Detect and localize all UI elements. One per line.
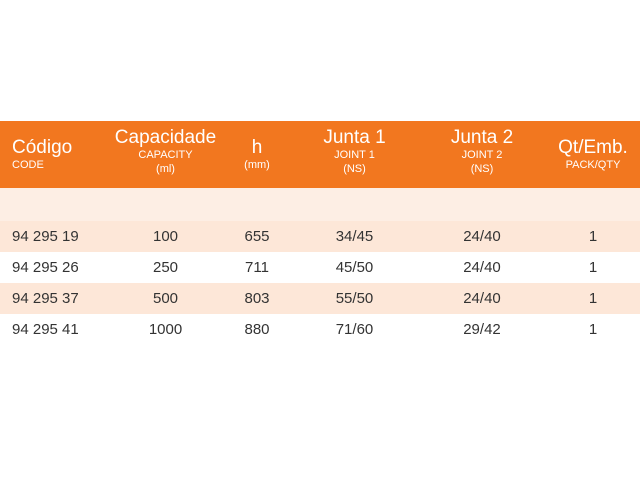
cell-qty: 1 [588,259,598,276]
cell-qty: 1 [588,321,598,338]
cell-height: 655 [244,228,270,245]
table-row [0,221,640,252]
cell-height: 880 [244,321,270,338]
table-row [0,314,640,345]
cell-code: 94 295 19 [12,228,79,245]
cell-code: 94 295 37 [12,290,79,307]
header-pack-label: Qt/Emb. [558,137,628,158]
cell-capacity: 250 [152,259,179,276]
cell-height: 711 [245,259,269,276]
header-capacity-sublabel: CAPACITY [138,148,193,161]
header-code-sublabel: CODE [12,158,44,171]
cell-qty: 1 [588,228,598,245]
cell-code: 94 295 41 [12,321,79,338]
cell-qty: 1 [588,290,598,307]
header-joint2-sublabel: JOINT 2 [461,148,503,161]
cell-joint2: 24/40 [463,259,501,276]
header-joint1-unit: (NS) [343,163,366,176]
header-capacity-label: Capacidade [114,127,217,148]
header-joint1-sublabel: JOINT 1 [334,148,375,161]
header-spacer-row [0,188,640,221]
table-row [0,283,640,314]
header-code [0,121,108,172]
header-height-unit: (mm) [244,158,270,171]
header-pack [546,121,640,172]
header-joint1-label: Junta 1 [323,127,386,148]
product-table [0,121,640,345]
cell-joint1: 71/60 [335,321,374,338]
cell-code: 94 295 26 [12,259,79,276]
cell-height: 803 [244,290,270,307]
table-header [0,121,640,188]
header-code-label: Código [12,137,73,158]
header-joint2-label: Junta 2 [450,127,514,148]
header-capacity-unit: (ml) [156,163,175,176]
cell-joint1: 55/50 [335,290,374,307]
header-joint2-unit: (NS) [470,163,494,176]
header-height-label: h [251,137,263,158]
header-height [223,121,291,172]
header-joint2 [418,121,546,177]
cell-joint2: 24/40 [463,228,501,245]
cell-capacity: 500 [152,290,179,307]
header-capacity [108,121,223,177]
cell-capacity: 1000 [148,321,183,338]
header-joint1 [291,121,418,177]
table-row [0,252,640,283]
cell-joint2: 29/42 [463,321,501,338]
cell-joint1: 34/45 [335,228,374,245]
header-pack-sublabel: PACK/QTY [565,158,621,171]
cell-joint2: 24/40 [463,290,501,307]
cell-capacity: 100 [152,228,179,245]
cell-joint1: 45/50 [335,259,374,276]
